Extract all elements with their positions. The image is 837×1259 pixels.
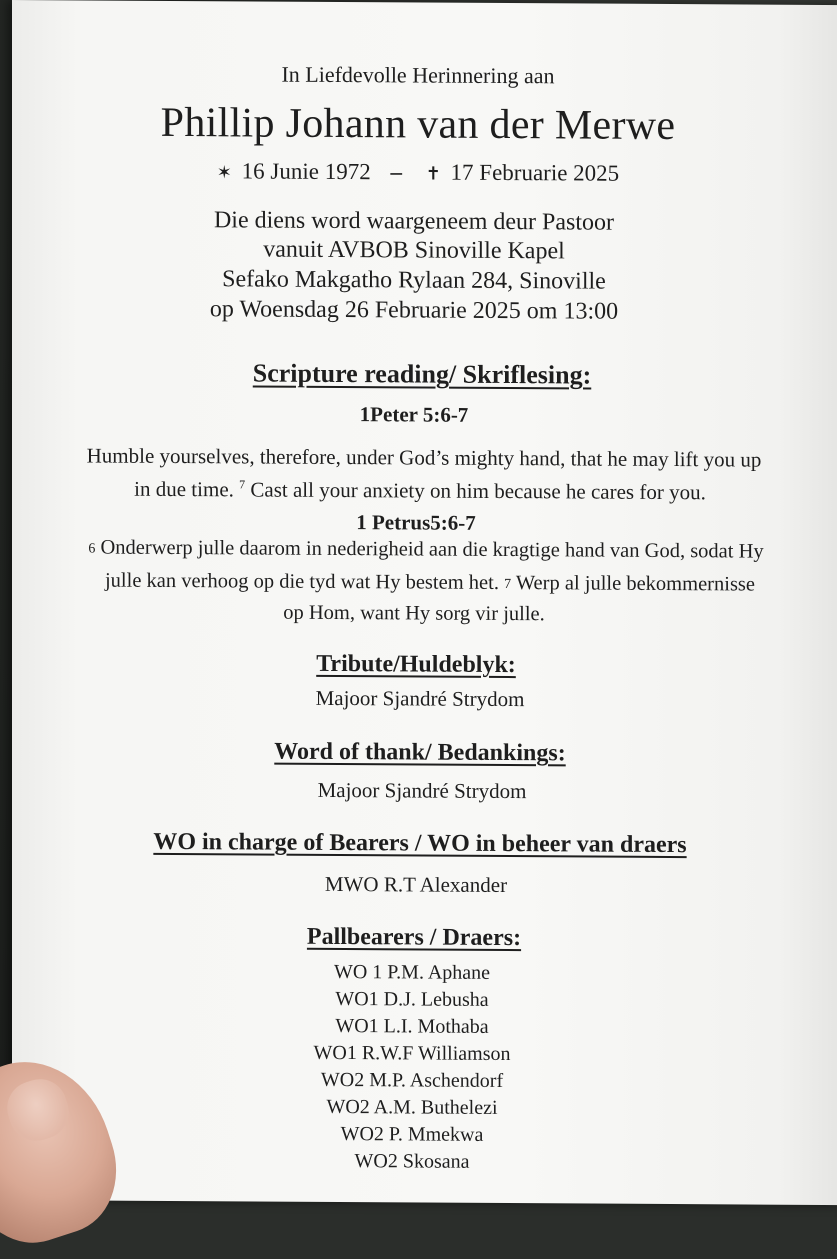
life-dates: [0, 157, 832, 188]
service-line: op Woensdag 26 Februarie 2025 om 13:00: [209, 296, 619, 325]
pallbearers-heading: Pallbearers / Draers:: [306, 923, 522, 952]
scripture-ref-af: 1 Petrus5:6-7: [356, 510, 476, 535]
verse-text: Cast all your anxiety on him because he cares for you.: [250, 477, 706, 505]
verse-number: 6: [88, 541, 96, 557]
pallbearer-item: WO2 P. Mmekwa: [340, 1123, 484, 1146]
wo-heading: WO in charge of Bearers / WO in beheer van draers: [153, 828, 687, 859]
date-separator: –: [390, 159, 402, 185]
verse-af-line: op Hom, want Hy sorg vir julle.: [283, 601, 545, 626]
death-date: 17 Februarie 2025: [450, 159, 620, 186]
verse-af-line: [14, 569, 837, 597]
service-line: Sefako Makgatho Rylaan 284, Sinoville: [222, 266, 606, 295]
verse-en-line: [4, 476, 836, 506]
verse-text: julle kan verhoog op die tyd wat Hy bestem het.: [104, 569, 499, 594]
tribute-name: Majoor Sjandré Strydom: [315, 685, 525, 712]
service-line: vanuit AVBOB Sinoville Kapel: [263, 236, 565, 265]
page-content: [12, 0, 837, 1205]
pallbearer-item: WO1 L.I. Mothaba: [335, 1014, 489, 1038]
pallbearer-item: WO1 R.W.F Williamson: [313, 1041, 511, 1066]
tribute-heading: Tribute/Huldeblyk:: [316, 650, 516, 679]
pallbearer-item: WO 1 P.M. Aphane: [333, 960, 491, 984]
scripture-ref-en: 1Peter 5:6-7: [359, 402, 469, 427]
deceased-name: Phillip Johann van der Merwe: [160, 99, 676, 150]
verse-number: 7: [239, 477, 246, 492]
star-icon: ✶: [216, 162, 232, 183]
verse-text: in due time.: [134, 476, 234, 502]
verse-text: Onderwerp julle daarom in nederigheid aan die kragtige hand van God, sodat Hy: [100, 536, 764, 563]
thanks-heading: Word of thank/ Bedankings:: [274, 738, 566, 767]
wo-name: MWO R.T Alexander: [324, 871, 508, 898]
pallbearer-item: WO1 D.J. Lebusha: [335, 987, 489, 1011]
pallbearer-item: WO2 Skosana: [354, 1150, 470, 1173]
verse-af-line: [10, 536, 837, 564]
verse-number: 7: [504, 577, 512, 593]
verse-text: Werp al julle bekommernisse: [515, 572, 755, 596]
birth-date: 16 Junie 1972: [241, 158, 371, 185]
thanks-name: Majoor Sjandré Strydom: [317, 777, 527, 804]
cross-icon: ✝: [425, 163, 441, 184]
intro-text: In Liefdevolle Herinnering aan: [281, 61, 555, 89]
pallbearer-item: WO2 M.P. Aschendorf: [320, 1068, 504, 1092]
verse-en-line: Humble yourselves, therefore, under God’s mighty hand, that he may lift you up: [86, 443, 762, 472]
pallbearer-item: WO2 A.M. Buthelezi: [326, 1095, 498, 1119]
funeral-program-page: [12, 0, 837, 1205]
service-line: Die diens word waargeneem deur Pastoor: [213, 207, 615, 236]
scripture-heading: Scripture reading/ Skriflesing:: [252, 358, 592, 390]
